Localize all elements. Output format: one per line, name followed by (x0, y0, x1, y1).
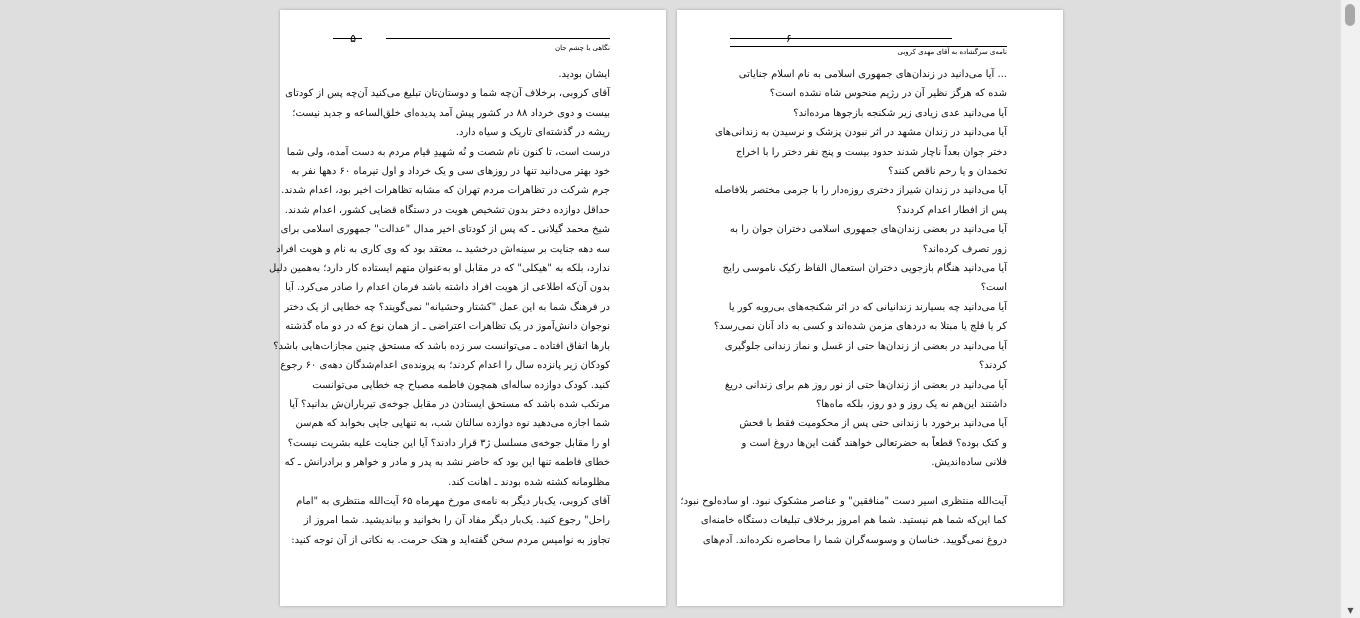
text-line: او را مقابل جوخه‌ی مسلسل ژ۳ قرار دادند؟ آیا این جنایت علیه بشریت نیست؟ (287, 437, 610, 449)
text-line: ندارد، بلکه به "هیکلی" که در مقابل او به‌عنوان متهم ایستاده کار دارد؛ به‌همین دلیل (269, 263, 610, 275)
text-line: شما اجازه می‌دهید نوه دوازده سالتان شب، به تنهایی جایی بخوابد که هم‌سن (295, 418, 610, 430)
text-line: مظلومانه کشته شده بودند ـ اهانت کند. (448, 476, 610, 488)
page-header (333, 32, 610, 56)
text-line: کردند؟ (978, 360, 1007, 372)
text-line: آیا می‌دانید چه بسیارند زندانیانی که در اثر شکنجه‌های بی‌رویه کور یا (728, 301, 1007, 313)
text-line: دختر جوان بعداً ناچار شدند حدود بیست و پنج نفر دختر را با اخراج (735, 146, 1007, 158)
text-line: زور تصرف کرده‌اند؟ (922, 243, 1007, 255)
header-rule (386, 38, 610, 39)
page-6 (677, 10, 1063, 606)
text-line: کما این‌که شما هم نیستید. شما هم امروز برخلاف تبلیغات دستگاه خامنه‌ای (700, 515, 1007, 527)
text-line: جرم شرکت در تظاهرات مردم تهران که مشابه تظاهرات اخیر بود، اعدام شدند. (281, 185, 610, 197)
text-line: ریشه در گذشته‌ای تاریک و سیاه دارد. (455, 127, 610, 139)
text-line: آیا می‌دانید در بعضی زندان‌های جمهوری اسلامی دختران جوان را به (729, 224, 1007, 236)
text-line: درست است، تا کنون نام شصت و نُه شهیدِ قیام مردم به دست آمده، ولی شما (286, 146, 610, 158)
text-line: بدون آن‌که اطلاعی از هویت افراد داشته باشد فرمان اعدام را صادر می‌کرد. آیا (285, 282, 610, 294)
header-rule-short (333, 38, 362, 39)
text-line: آیا می‌دانید در بعضی از زندان‌ها حتی از غسل و نماز زندانی جلوگیری (724, 340, 1007, 352)
text-line: فلانی ساده‌اندیش. (931, 457, 1007, 469)
scroll-down-arrow-icon[interactable]: ▼ (1347, 606, 1354, 615)
text-line: نوجوان دانش‌آموز در یک تظاهرات اعتراضی ـ از همان نوع که در دو ماه گذشته (285, 321, 610, 333)
text-line: است؟ (980, 282, 1007, 294)
text-line: ایشان بودید. (558, 69, 610, 80)
text-line: حداقل دوازده دختر بدون تشخیص هویت در دستگاه قضایی کشور، اعدام شدند. (284, 204, 610, 216)
text-line: کودکان زیر پانزده سال را اعدام کردند؛ به پرونده‌ی اعدام‌شدگان دهه‌ی ۶۰ رجوع (280, 360, 610, 372)
page-number: ۵ (350, 32, 356, 45)
text-line: شده که هرگز نظیر آن در رژیم منحوس شاه نشده است؟ (769, 88, 1007, 100)
running-title: نگاهی با چشم جان (554, 44, 610, 52)
text-line: آیا می‌دانید هنگام بازجویی دختران استعمال الفاظ رکیک ناموسی رایج (722, 263, 1007, 275)
header-rule (730, 38, 952, 39)
text-line: آیا می‌دانید برخورد با زندانی حتی پس از محکومیت فقط با فحش (739, 418, 1007, 430)
vertical-scrollbar[interactable] (1340, 0, 1360, 618)
page-body (269, 65, 610, 550)
text-line: ... آیا می‌دانید در زندان‌های جمهوری اسلامی به نام اسلام جنایاتی (738, 69, 1007, 80)
text-line: آقای کروبی، برخلاف آن‌چه شما و دوستان‌تان تبلیغ می‌کنید آن‌چه پس از کودتای (285, 88, 610, 100)
text-line: خود بهتر می‌دانید تنها در روزهای سی و یک خرداد و اول تیرماه ۶۰ دهها نفر به (291, 166, 610, 178)
text-line: آیت‌الله منتظری اسیر دست "منافقین" و عناصر مشکوک نبود. او ساده‌لوح نبود؛ (680, 495, 1007, 507)
text-line: کر یا فلج یا مبتلا به دردهای مزمن شده‌اند و کسی به داد آنان نمی‌رسد؟ (713, 321, 1007, 333)
text-line: کنید. کودک دوازده ساله‌ای همچون فاطمه مصباح چه خطایی می‌توانست (312, 379, 610, 391)
text-line: آقای کروبی، یک‌بار دیگر به نامه‌ی مورخ مهرماه ۶۵ آیت‌الله منتظری به "امام (296, 495, 610, 507)
text-line: راحل" رجوع کنید. یک‌بار دیگر مفاد آن را بخوانید و بیاندیشید. شما امروز از (303, 515, 610, 527)
text-line: سه دهه جنایت بر سینه‌اش درخشید ـ، معتقد بود که وی کاری به نام و هویت افراد (276, 243, 610, 255)
text-line: بیست و دوی خرداد ۸۸ در کشور پیش آمد پدیده‌ای خلق‌الساعه و جدید نیست؛ (292, 107, 610, 119)
text-line (730, 473, 1007, 492)
text-line: خطای فاطمه تنها این بود که حاضر نشد به پدر و مادر و خواهر و برادرانش ـ که (284, 457, 610, 469)
page-header (730, 32, 1007, 56)
text-line: دروغ نمی‌گویید. خناسان و وسوسه‌گران شما را محاصره نکرده‌اند. آدم‌های (702, 534, 1007, 546)
text-line: در فرهنگ شما به این عمل "کشتار وحشیانه" نمی‌گویند؟ چه خطایی از یک دختر (284, 301, 610, 313)
text-line: تخمدان و یا رحم ناقص کنند؟ (888, 166, 1007, 178)
scroll-thumb[interactable] (1345, 4, 1355, 26)
text-line: داشتند این‌هم نه یک روز و دو روز، بلکه ماه‌ها؟ (815, 398, 1007, 410)
page-body (680, 65, 1007, 550)
text-line: تجاوز به نوامیس مردم سخن گفته‌اید و هتک حرمت. به نکاتی از آن توجه کنید: (291, 534, 610, 546)
page-5 (269, 10, 666, 606)
text-line: آیا می‌دانید عدی زیادی زیر شکنجه بازجوها مرده‌اند؟ (793, 107, 1007, 119)
text-line: آیا می‌دانید در زندان شیراز دختری روزه‌دار را با جرمی مختصر بلافاصله (714, 185, 1007, 197)
text-line: مرتکب شده باشد که مستحق ایستادن در مقابل جوخه‌ی تیرباران‌ش بدانید؟ آیا (289, 398, 610, 410)
page-number: ۶ (786, 32, 792, 45)
text-line: آیا می‌دانید در بعضی از زندان‌ها حتی از نور روز هم برای زندانی دریغ (724, 379, 1007, 391)
text-line: و کتک بوده؟ قطعاً به حضرتعالی خواهند گفت این‌ها دروغ است و (741, 437, 1007, 449)
text-line: بارها اتفاق افتاده ـ می‌توانست سر زده باشد که مستحق چنین مجازات‌هایی باشد؟ (273, 340, 610, 352)
text-line: پس از افطار اعدام کردند؟ (896, 204, 1007, 216)
running-title: نامه‌ی سرگشاده به آقای مهدی کروبی (730, 46, 1007, 56)
header-rule-short (780, 38, 808, 39)
text-line: شیخ محمد گیلانی ـ که پس از کودتای اخیر مدال "عدالت" جمهوری اسلامی برای (280, 224, 610, 236)
text-line: آیا می‌دانید در زندان مشهد در اثر نبودن پزشک و نرسیدن به زندانی‌های (714, 127, 1007, 139)
